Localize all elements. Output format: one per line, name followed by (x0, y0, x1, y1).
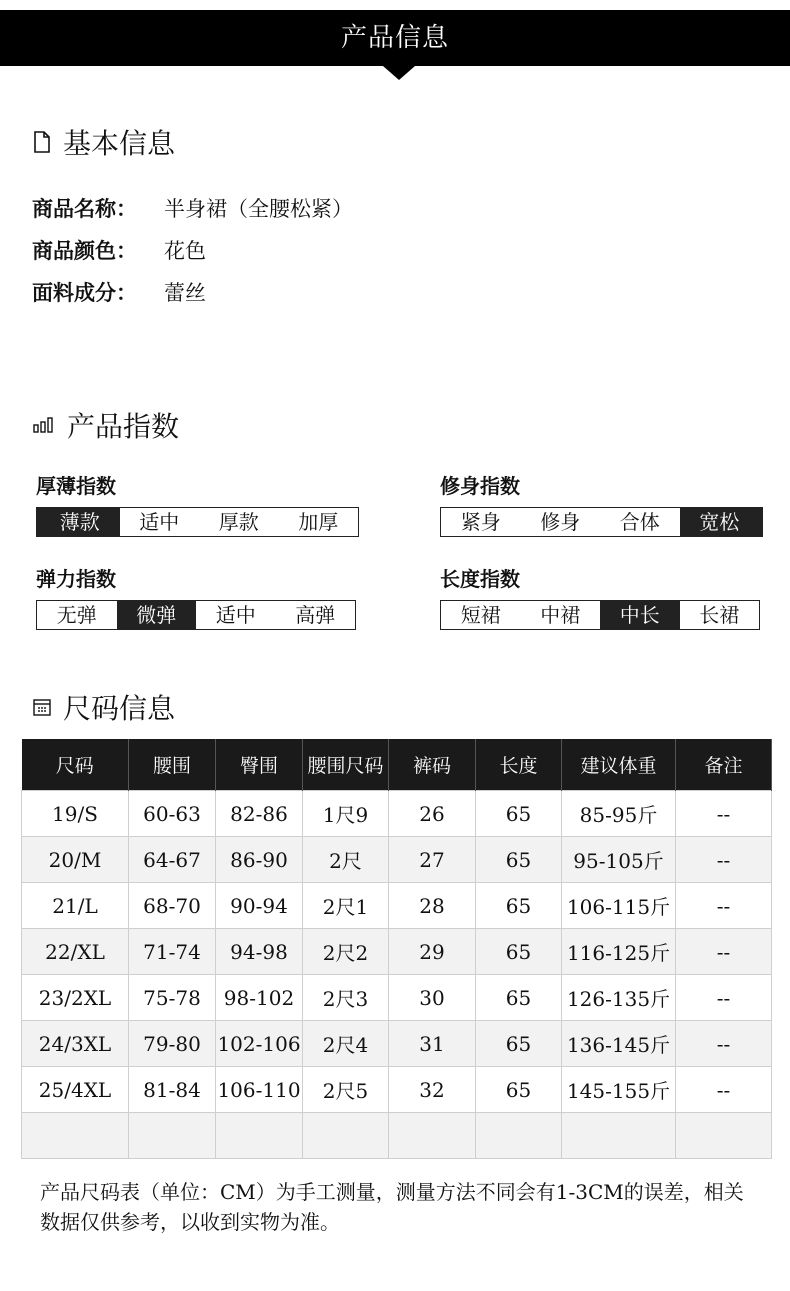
table-cell: 106-110 (216, 1067, 303, 1113)
index-bar-fit (440, 507, 763, 537)
table-cell: 64-67 (129, 837, 216, 883)
table-cell: 71-74 (129, 929, 216, 975)
table-cell: 116-125斤 (562, 929, 676, 975)
table-header-cell: 建议体重 (562, 739, 676, 791)
table-header-cell: 裤码 (389, 739, 476, 791)
table-cell: 30 (389, 975, 476, 1021)
table-row (22, 791, 772, 837)
table-cell: 32 (389, 1067, 476, 1113)
table-row (22, 883, 772, 929)
index-option: 长裙 (699, 603, 740, 627)
index-option: 紧身 (460, 510, 501, 534)
table-cell: 28 (389, 883, 476, 929)
table-cell: -- (676, 883, 772, 929)
table-cell: 65 (476, 975, 562, 1021)
table-cell (129, 1113, 216, 1159)
table-cell: 136-145斤 (562, 1021, 676, 1067)
table-header-cell: 腰围 (129, 739, 216, 791)
table-cell: 95-105斤 (562, 837, 676, 883)
table-cell: 75-78 (129, 975, 216, 1021)
info-row-fabric: 面料成分： 蕾丝 (32, 280, 206, 305)
table-cell: 102-106 (216, 1021, 303, 1067)
table-cell: 20/M (22, 837, 129, 883)
table-cell: 2尺1 (303, 883, 389, 929)
table-header-cell: 腰围尺码 (303, 739, 389, 791)
table-cell: -- (676, 1067, 772, 1113)
table-cell: 2尺2 (303, 929, 389, 975)
table-cell: 86-90 (216, 837, 303, 883)
table-row (22, 975, 772, 1021)
document-icon (33, 131, 51, 153)
index-option: 宽松 (680, 508, 760, 536)
table-cell: -- (676, 837, 772, 883)
table-cell: 106-115斤 (562, 883, 676, 929)
index-elasticity: 弹力指数 无弹 微弹 适中 高弹 (36, 563, 356, 630)
size-note: 产品尺码表（单位：CM）为手工测量，测量方法不同会有1-3CM的误差，相关数据仅供参考，以收到实物为准。 (40, 1180, 744, 1234)
index-option: 修身 (540, 510, 581, 534)
table-cell: 65 (476, 1067, 562, 1113)
table-cell (476, 1113, 562, 1159)
index-fit: 修身指数 紧身 修身 合体 宽松 (440, 470, 760, 537)
table-cell: 65 (476, 837, 562, 883)
table-header-cell: 臀围 (216, 739, 303, 791)
table-cell (216, 1113, 303, 1159)
index-option: 适中 (215, 603, 256, 627)
table-cell: 1尺9 (303, 791, 389, 837)
table-cell (22, 1113, 129, 1159)
index-option: 高弹 (295, 603, 336, 627)
table-row (22, 837, 772, 883)
table-cell: 65 (476, 1021, 562, 1067)
index-option: 加厚 (298, 510, 339, 534)
table-cell: 94-98 (216, 929, 303, 975)
page-header (0, 10, 790, 66)
table-row (22, 1021, 772, 1067)
page-title: 产品信息 (340, 23, 449, 53)
table-cell: 65 (476, 929, 562, 975)
index-option: 中长 (600, 601, 680, 629)
table-row (22, 929, 772, 975)
header-arrow-icon (383, 66, 415, 80)
table-cell: 2尺3 (303, 975, 389, 1021)
index-option: 无弹 (56, 603, 97, 627)
table-cell (562, 1113, 676, 1159)
table-cell: 29 (389, 929, 476, 975)
table-cell: -- (676, 929, 772, 975)
table-cell: 60-63 (129, 791, 216, 837)
table-cell: 19/S (22, 791, 129, 837)
table-cell: 23/2XL (22, 975, 129, 1021)
index-option: 薄款 (40, 508, 120, 536)
table-cell: 68-70 (129, 883, 216, 929)
size-table (21, 739, 772, 1159)
table-cell: -- (676, 1021, 772, 1067)
table-header-row (22, 739, 772, 791)
basic-info-title: 基本信息 (33, 122, 175, 162)
table-cell: 31 (389, 1021, 476, 1067)
table-cell: 2尺 (303, 837, 389, 883)
calendar-icon (33, 698, 51, 716)
table-cell: 81-84 (129, 1067, 216, 1113)
table-cell: 79-80 (129, 1021, 216, 1067)
index-option: 厚款 (218, 510, 259, 534)
table-cell: 90-94 (216, 883, 303, 929)
index-thickness: 厚薄指数 薄款 适中 厚款 加厚 (36, 470, 356, 537)
table-cell: 24/3XL (22, 1021, 129, 1067)
bar-chart-icon (33, 417, 55, 433)
index-option: 适中 (139, 510, 180, 534)
index-bar-elasticity (36, 600, 356, 630)
table-cell: 26 (389, 791, 476, 837)
index-option: 合体 (619, 510, 660, 534)
index-bar-length (440, 600, 760, 630)
table-cell: 2尺4 (303, 1021, 389, 1067)
indices-title: 产品指数 (33, 405, 179, 445)
table-cell (303, 1113, 389, 1159)
table-cell (389, 1113, 476, 1159)
table-header-cell: 备注 (676, 739, 772, 791)
info-row-name: 商品名称： 半身裙（全腰松紧） (32, 196, 353, 221)
table-cell: 98-102 (216, 975, 303, 1021)
table-cell: 25/4XL (22, 1067, 129, 1113)
table-row (22, 1113, 772, 1159)
table-cell: -- (676, 975, 772, 1021)
size-info-title: 尺码信息 (33, 687, 175, 727)
info-row-color: 商品颜色： 花色 (32, 238, 206, 263)
table-cell: 22/XL (22, 929, 129, 975)
table-cell: 82-86 (216, 791, 303, 837)
table-cell: 126-135斤 (562, 975, 676, 1021)
index-option: 中裙 (540, 603, 581, 627)
index-length: 长度指数 短裙 中裙 中长 长裙 (440, 563, 760, 630)
table-cell: 2尺5 (303, 1067, 389, 1113)
table-cell: 65 (476, 791, 562, 837)
table-cell: 85-95斤 (562, 791, 676, 837)
index-option: 微弹 (117, 601, 197, 629)
table-header-cell: 尺码 (22, 739, 129, 791)
index-bar-thickness (36, 507, 359, 537)
table-header-cell: 长度 (476, 739, 562, 791)
table-cell: -- (676, 791, 772, 837)
table-cell (676, 1113, 772, 1159)
table-cell: 27 (389, 837, 476, 883)
index-option: 短裙 (460, 603, 501, 627)
table-row (22, 1067, 772, 1113)
table-cell: 21/L (22, 883, 129, 929)
table-cell: 65 (476, 883, 562, 929)
table-cell: 145-155斤 (562, 1067, 676, 1113)
